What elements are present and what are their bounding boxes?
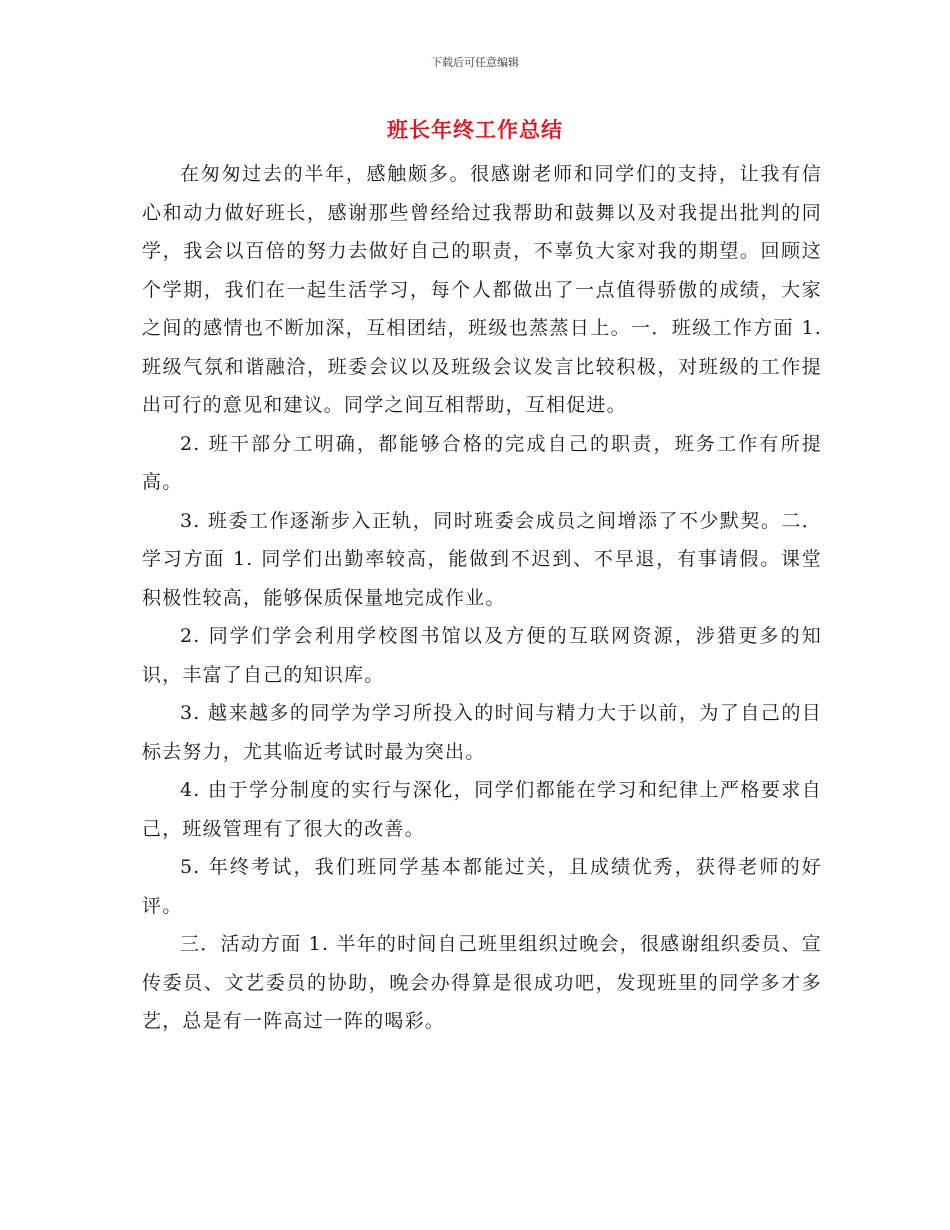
- paragraph-6: 4. 由于学分制度的实行与深化，同学们都能在学习和纪律上严格要求自己，班级管理有了很大的改善。: [142, 779, 822, 840]
- document-title: 班长年终工作总结: [387, 118, 563, 142]
- paragraph-4: 2. 同学们学会利用学校图书馆以及方便的互联网资源，涉猎更多的知识，丰富了自己的知识库。: [142, 625, 822, 686]
- paragraph-2: 2. 班干部分工明确，都能够合格的完成自己的职责，班务工作有所提高。: [142, 432, 822, 493]
- page-header-note: 下载后可任意编辑: [431, 56, 519, 69]
- paragraph-5: 3. 越来越多的同学为学习所投入的时间与精力大于以前，为了自己的目标去努力，尤其临近考试时最为突出。: [142, 702, 822, 763]
- paragraph-7: 5. 年终考试，我们班同学基本都能过关，且成绩优秀，获得老师的好评。: [142, 856, 822, 917]
- document-body: [142, 155, 822, 1041]
- paragraph-1: 在匆匆过去的半年，感触颇多。很感谢老师和同学们的支持，让我有信心和动力做好班长，感谢那些曾经给过我帮助和鼓舞以及对我提出批判的同学，我会以百倍的努力去做好自己的职责，不辜负大家对我的期望。回顾这个学期，我们在一起生活学习，每个人都做出了一点值得骄傲的成绩，大家之间的感情也不断加深，互相团结，班级也蒸蒸日上。一．班级工作方面 1. 班级气氛和谐融洽，班委会议以及班级会议发言比较积极，对班级的工作提出可行的意见和建议。同学之间互相帮助，互相促进。: [142, 163, 822, 416]
- paragraph-8: 三．活动方面 1. 半年的时间自己班里组织过晚会，很感谢组织委员、宣传委员、文艺委员的协助，晚会办得算是很成功吧，发现班里的同学多才多艺，总是有一阵高过一阵的喝彩。: [142, 933, 822, 1032]
- paragraph-3: 3. 班委工作逐渐步入正轨，同时班委会成员之间增添了不少默契。二．学习方面 1. 同学们出勤率较高，能做到不迟到、不早退，有事请假。课堂积极性较高，能够保质保量地完成作业。: [142, 509, 822, 609]
